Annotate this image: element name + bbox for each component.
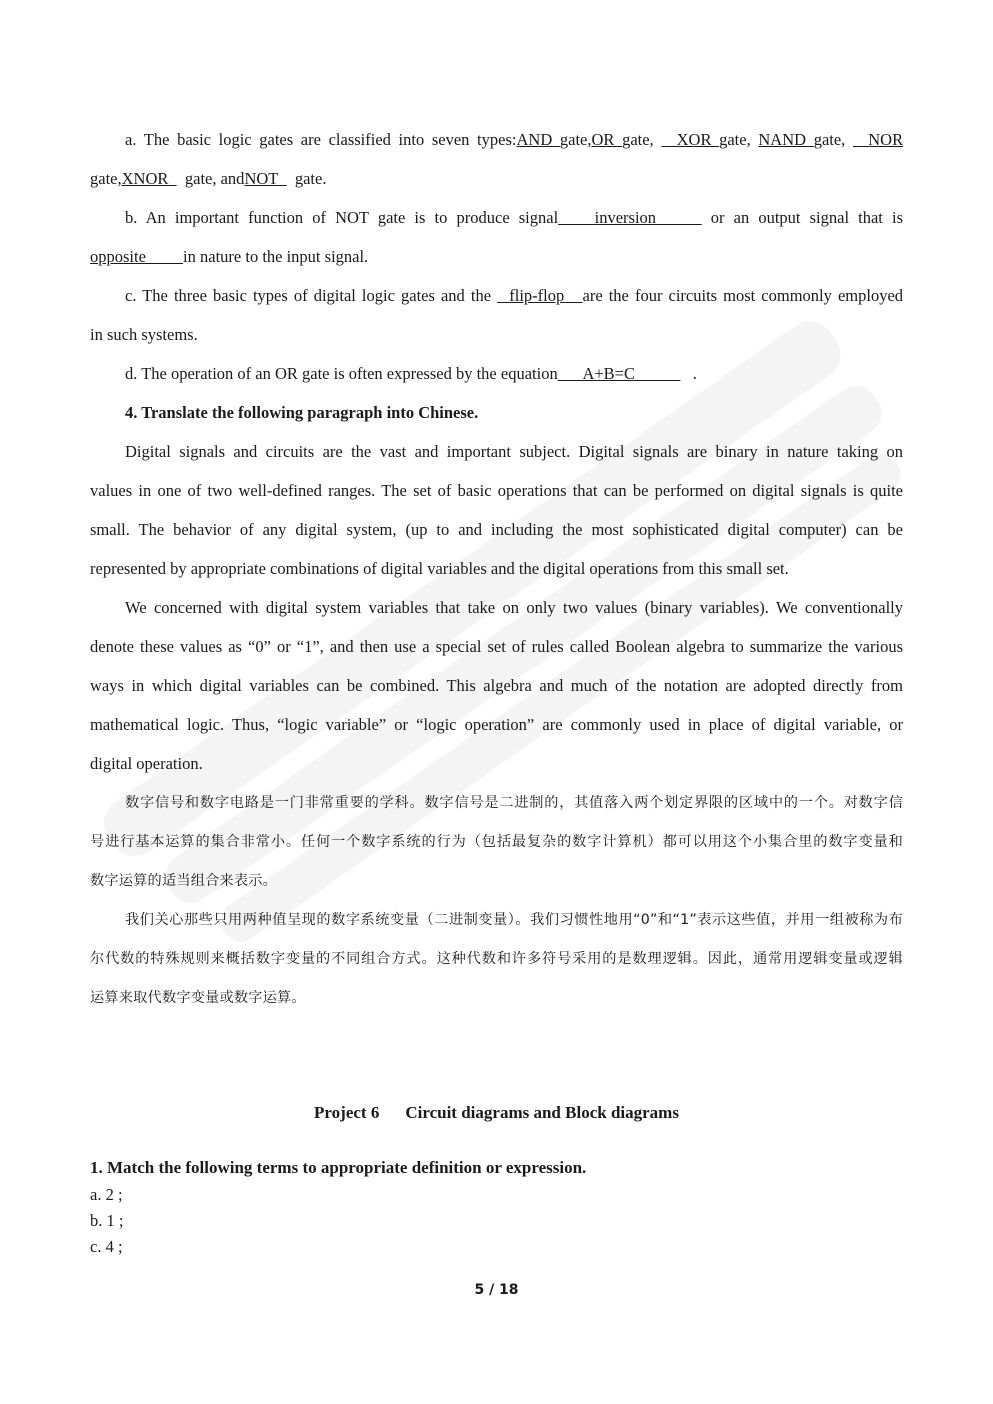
chinese-paragraph-line: 运算来取代数字变量或数字运算。 xyxy=(90,990,306,1006)
paragraph-line: Digital signals and circuits are the vast and important subject. Digital signals are binary in nature taking on xyxy=(125,442,903,461)
answer-blank: XNOR xyxy=(121,169,169,188)
answer-blank: NOT xyxy=(244,169,279,188)
item-c-line-2: in such systems. xyxy=(90,325,198,344)
project-title: Project 6 Circuit diagrams and Block diagrams xyxy=(314,1103,679,1122)
paragraph-line: denote these values as “0” or “1”, and then use a special set of rules called Boolean algebra to summarize the various xyxy=(90,637,903,656)
answer-blank: OR xyxy=(591,130,623,149)
paragraph-line: small. The behavior of any digital system, (up to and including the most sophisticated digital computer) can be xyxy=(90,520,903,539)
chinese-paragraph-line: 号进行基本运算的集合非常小。任何一个数字系统的行为（包括最复杂的数字计算机）都可以用这个小集合里的数字变量和 xyxy=(90,834,903,850)
item-a-line-1: a. The basic logic gates are classified into seven types:AND gate,OR gate, XOR gate, NAND gate, NOR xyxy=(125,130,904,149)
answer-blank: NAND xyxy=(758,130,814,149)
answer-line: c. 4 ; xyxy=(90,1237,123,1256)
answer-blank: XOR xyxy=(676,130,720,149)
chinese-paragraph-line: 数字运算的适当组合来表示。 xyxy=(90,873,278,889)
paragraph-line: ways in which digital variables can be combined. This algebra and much of the notation are adopted directly from xyxy=(90,676,903,695)
question-4-heading: 4. Translate the following paragraph into Chinese. xyxy=(125,403,479,422)
answer-blank: flip-flop xyxy=(509,286,565,305)
answer-blank: A+B=C xyxy=(582,364,635,383)
paragraph-line: represented by appropriate combinations of digital variables and the digital operations from this small set. xyxy=(90,559,789,578)
paragraph-line: mathematical logic. Thus, “logic variable” or “logic operation” are commonly used in place of digital variable, or xyxy=(90,715,903,734)
item-a-line-2: gate,XNOR gate, andNOT gate. xyxy=(90,169,327,188)
chinese-paragraph-line: 数字信号和数字电路是一门非常重要的学科。数字信号是二进制的，其值落入两个划定界限的区域中的一个。对数字信 xyxy=(125,795,903,811)
page-number: 5 / 18 xyxy=(474,1282,519,1298)
answer-line: a. 2 ; xyxy=(90,1185,123,1204)
chinese-paragraph-line: 尔代数的特殊规则来概括数字变量的不同组合方式。这种代数和许多符号采用的是数理逻辑。因此，通常用逻辑变量或逻辑 xyxy=(90,951,903,967)
item-d-line: d. The operation of an OR gate is often expressed by the equation A+B=C . xyxy=(125,364,697,383)
question-1-heading: 1. Match the following terms to appropriate definition or expression. xyxy=(90,1158,587,1177)
answer-blank: inversion xyxy=(594,208,657,227)
answer-blank: NOR xyxy=(868,130,904,149)
paragraph-line: We concerned with digital system variables that take on only two values (binary variables). We conventionally xyxy=(125,598,903,617)
item-b-line-1: b. An important function of NOT gate is to produce signal inversion or an output signal that is xyxy=(125,208,904,227)
paragraph-line: values in one of two well-defined ranges. The set of basic operations that can be performed on digital signals is quite xyxy=(90,481,903,500)
answer-blank: AND xyxy=(516,130,560,149)
answer-blank: opposite xyxy=(90,247,146,266)
item-c-line-1: c. The three basic types of digital logic gates and the flip-flop are the four circuits most commonly employed xyxy=(125,286,904,305)
answer-line: b. 1 ; xyxy=(90,1211,124,1230)
chinese-paragraph-line: 我们关心那些只用两种值呈现的数字系统变量（二进制变量）。我们习惯性地用“0”和“1”表示这些值，并用一组被称为布 xyxy=(125,912,903,928)
paragraph-line: digital operation. xyxy=(90,754,203,773)
item-b-line-2: opposite in nature to the input signal. xyxy=(90,247,369,266)
